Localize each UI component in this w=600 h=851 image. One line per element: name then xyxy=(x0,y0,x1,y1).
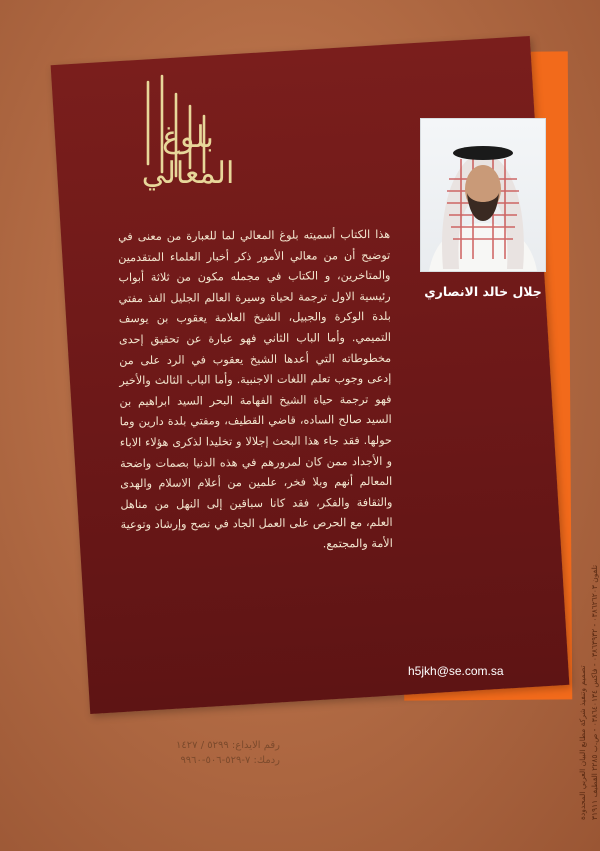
credits-line-2: تلفون ٠٣٨٦٢٦٢٠٣ - ٠٣٨٦٣٩٣٢ - فاكس ٠٣٨٦٤٠١٣٤ - ص.ب ٢٢٨٥ القطيف ٣١٩١١ xyxy=(590,564,599,820)
printer-credits xyxy=(556,330,599,820)
logo-title: بلوغ المعالي xyxy=(141,120,235,191)
credits-line-1: تصميم وتنفيذ شركة مطابع البيان العربي المحدودة xyxy=(578,665,587,820)
author-photo xyxy=(420,118,546,272)
isbn: ردمك: ٧-٥٢٩-٥٠٦-٩٩٦٠ xyxy=(180,755,280,766)
deposit-number: رقم الايداع: ٥٢٩٩ / ١٤٢٧ xyxy=(176,740,280,751)
author-portrait-icon xyxy=(421,119,545,271)
author-name: جلال خالد الانصاري xyxy=(424,284,542,299)
book-description: هذا الكتاب أسميته بلوغ المعالي لما للعبارة من معنى في توضيح أن من معالي الأمور ذكر أخبار العلماء المتقدمين والمتاخرين، و الكتاب في مجمله مكون من ثلاثة أبواب رئيسية الاول ترجمة لحياة وسيرة العالم الجليل الفذ مفتي بلدة الوكرة والجبيل، الشيخ العلامة يعقوب بن يوسف التميمي. وأما الباب الثاني فهو عبارة عن تحقيق إحدى مخطوطاته التي أعدها الشيخ يعقوب في الرد على من إدعى وجوب تعلم اللغات الاجنبية. وأما الباب الثالث والأخير فهو ترجمة حياة الشيخ الفهامة البحر السيد ابراهيم بن السيد صالح الساده، قاضي القطيف، ومفتي بلدة دارين وما حولها. فقد جاء هذا البحث إجلالا و تخليدا لذكرى هؤلاء الاباء و الأجداد ممن كان لمرورهم في هذه الدنيا بصمات واضحة المعالم أنهم وبلا فخر، علمين من أعلام الاسلام والهدى والثقافة والفكر، فقد كانا سباقين إلى النهل من مناهل العلم، مع الحرص على العمل الجاد في نصح وإرشاد وتوعية الأمة والمجتمع. xyxy=(118,227,393,551)
author-email: h5jkh@se.com.sa xyxy=(408,664,504,678)
deposit-info xyxy=(120,738,280,768)
